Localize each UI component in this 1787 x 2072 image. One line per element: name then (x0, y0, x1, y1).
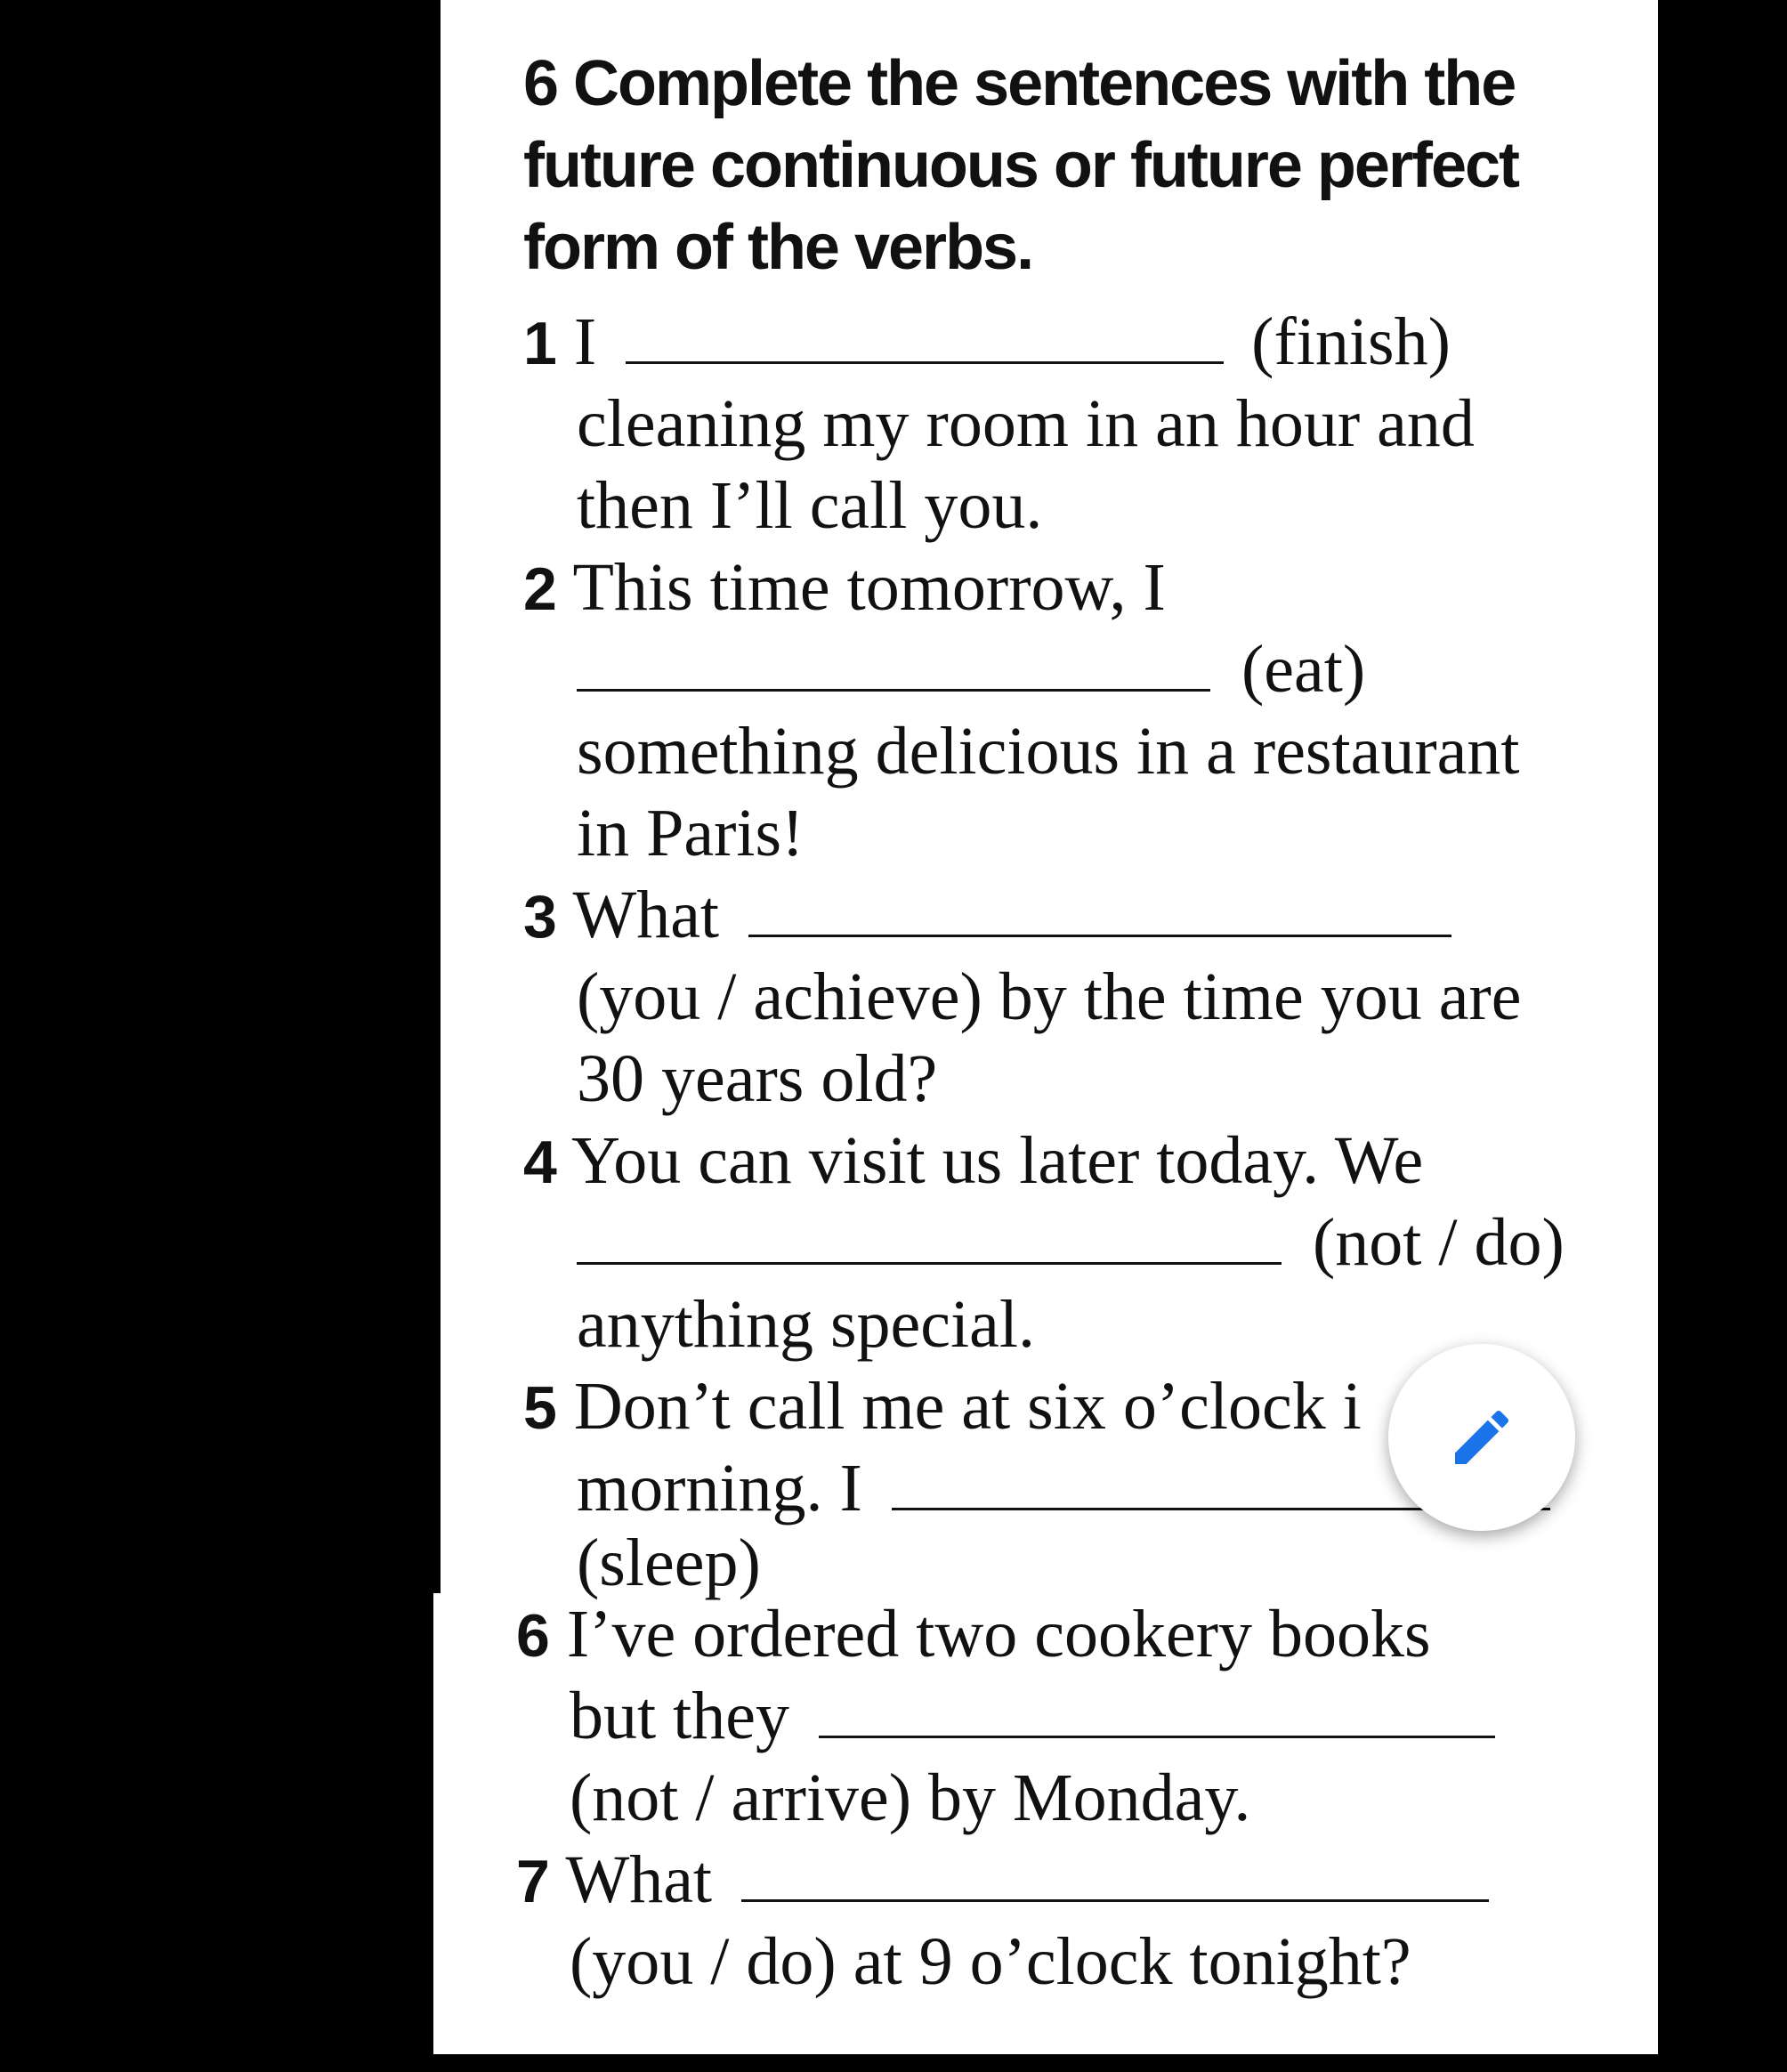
heading-line: future continuous or future perfect (523, 130, 1518, 201)
item-6-line-2 (570, 1675, 1495, 1757)
item-text: morning. I (577, 1451, 862, 1526)
answer-blank[interactable] (577, 635, 1210, 692)
item-1-line-2: cleaning my room in an hour and (577, 386, 1475, 461)
item-number: 4 (523, 1129, 557, 1196)
item-2-line-2 (577, 628, 1365, 710)
item-text: This time tomorrow, I (572, 550, 1166, 625)
item-2-line-3: something delicious in a restaurant (577, 714, 1520, 789)
item-3-line-3: 30 years old? (577, 1041, 938, 1116)
item-6-line-3: (not / arrive) by Monday. (570, 1760, 1251, 1835)
item-text: but they (570, 1679, 789, 1753)
answer-blank[interactable] (577, 1209, 1282, 1265)
item-5-line-1 (523, 1365, 1362, 1449)
item-text: What (572, 878, 720, 952)
item-text: You can visit us later today. We (571, 1123, 1424, 1198)
item-text: I’ve ordered two cookery books (566, 1597, 1431, 1671)
item-4-line-2 (577, 1202, 1565, 1283)
item-text: I (573, 304, 597, 379)
verb-hint: (eat) (1241, 632, 1366, 707)
verb-hint: (not / do) (1313, 1205, 1565, 1280)
item-3-line-1 (523, 874, 1451, 958)
item-number: 2 (523, 555, 557, 623)
item-text: Don’t call me at six o’clock i (573, 1369, 1362, 1444)
item-1-line-1 (523, 301, 1451, 384)
item-2-line-4: in Paris! (577, 796, 805, 870)
item-1-line-3: then I’ll call you. (577, 468, 1043, 543)
answer-blank[interactable] (741, 1846, 1489, 1902)
item-7-line-2: (you / do) at 9 o’clock tonight? (570, 1924, 1411, 1999)
item-number: 6 (516, 1602, 550, 1670)
edit-fab-button[interactable] (1388, 1344, 1575, 1531)
item-number: 7 (516, 1848, 550, 1915)
item-text: What (565, 1842, 713, 1917)
item-4-line-3: anything special. (577, 1287, 1035, 1362)
item-number: 5 (523, 1374, 557, 1442)
verb-hint: (finish) (1251, 304, 1451, 379)
answer-blank[interactable] (626, 308, 1224, 364)
exercise-heading (523, 43, 1591, 288)
heading-line: 6 Complete the sentences with the (523, 48, 1516, 119)
item-5-line-3: (sleep) (577, 1526, 761, 1600)
item-number: 1 (523, 310, 557, 377)
pencil-icon (1446, 1402, 1517, 1473)
item-6-line-1 (516, 1593, 1431, 1677)
answer-blank[interactable] (819, 1682, 1495, 1738)
item-3-line-2: (you / achieve) by the time you are (577, 959, 1522, 1034)
item-2-line-1 (523, 546, 1166, 630)
answer-blank[interactable] (748, 881, 1451, 937)
item-number: 3 (523, 883, 557, 951)
item-4-line-1 (523, 1120, 1423, 1203)
heading-line: form of the verbs. (523, 212, 1033, 283)
item-7-line-1 (516, 1839, 1489, 1922)
